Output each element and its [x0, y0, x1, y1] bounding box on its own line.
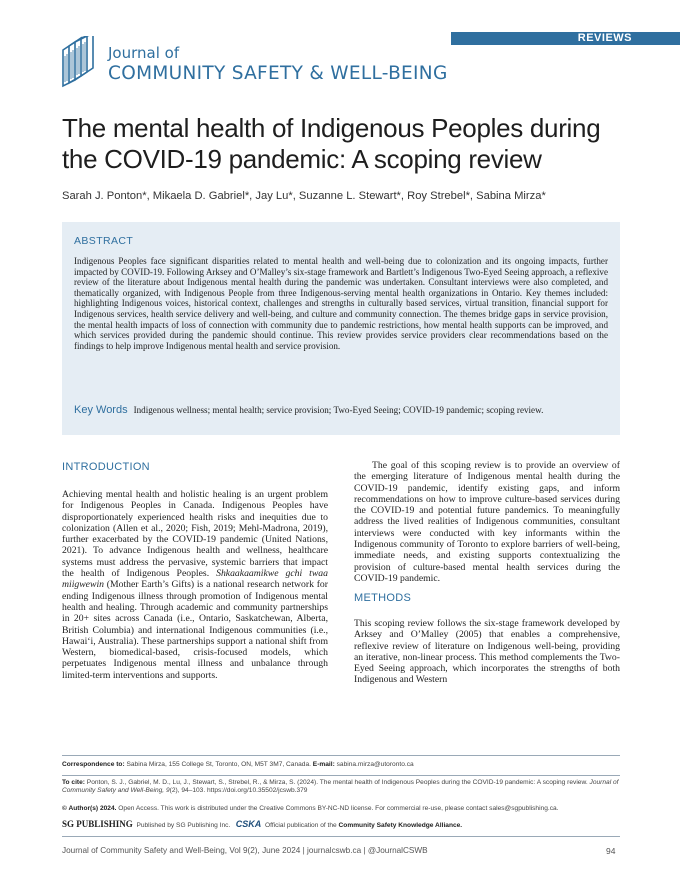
sg-publishing-logo: SG PUBLISHING — [62, 819, 133, 829]
intro-network-name: Shkaakaamikwe gchi twaa miigwewin — [62, 568, 328, 591]
footnote-divider-2 — [62, 775, 620, 776]
keywords-label: Key Words — [74, 404, 128, 416]
footnote-divider — [62, 755, 620, 756]
publisher-note — [62, 820, 622, 830]
journal-title-line1: Journal of — [108, 44, 180, 62]
email-link[interactable]: sabina.mirza@utoronto.ca — [334, 761, 414, 768]
correspondence-note — [62, 761, 622, 769]
keywords-line — [74, 405, 614, 416]
intro-text-part1: Achieving mental health and holistic healing is an urgent problem for Indigenous Peoples in Canada. Indigenous Peoples have disproportionately experienced health risks and inequities due to colonization (Allen et al., 2020; Fish, 2019; Mehl-Madrona, 2019), further exacerbated by the COVID-19 pandemic (United Nations, 2021). To advance Indigenous health and wellness, healthcare systems must address the pervasive, systemic barriers that impact the health of Indigenous Peoples. — [62, 489, 328, 580]
citation-note — [62, 779, 622, 795]
abstract-text: Indigenous Peoples face significant disparities related to mental health and well-being due to colonization and its ongoing impacts, further impacted by COVID-19. Following Arksey and O’Malley’s six-stage framework and Bartlett’s Indigenous Two-Eyed Seeing approach, a reflexive review of the literature about Indigenous mental health during the pandemic was undertaken. Consultant interviews were also completed, and thematically organized, with Indigenous People from three Indigenous-serving mental health organizations in Ontario. Key themes included: highlighting Indigenous voices, historical context, challenges and strengths in culturally based services, virtual transition, financial support for Indigenous services, health service delivery and well-being, and culture and community connection. The themes bridge gaps in service provision, the mental health impacts of loss of connection with community due to pandemic restrictions, how mental health supports can be improved, and which services provided during the pandemic should continue. This review provides service providers clear recommendations based on the findings to help improve Indigenous mental health and service provision. — [74, 256, 608, 351]
cska-name: Community Safety Knowledge Alliance. — [338, 822, 463, 829]
copyright-label: © Author(s) 2024. — [62, 805, 117, 812]
journal-footer: Journal of Community Safety and Well-Being, Vol 9(2), June 2024 | journalcswb.ca | @JournalCSWB — [62, 846, 428, 855]
footer-divider — [62, 836, 620, 837]
article-title: The mental health of Indigenous Peoples during the COVID-19 pandemic: A scoping review — [62, 113, 601, 174]
introduction-heading: INTRODUCTION — [62, 461, 150, 473]
methods-heading: METHODS — [354, 592, 412, 604]
copyright-text: Open Access. This work is distributed under the Creative Commons BY-NC-ND license. For commercial re-use, please contact sales@sgpublishing.ca. — [116, 805, 559, 812]
cska-logo: CSKA — [235, 819, 262, 829]
cite-doi[interactable]: (2), 94–103. https://doi.org/10.35502/jcswb.379 — [169, 787, 308, 795]
section-tab — [451, 32, 680, 45]
publisher-text: Published by SG Publishing Inc. — [136, 822, 231, 829]
journal-logo-icon — [61, 36, 103, 88]
correspondence-text: Sabina Mirza, 155 College St, Toronto, ON, M5T 3M7, Canada. — [124, 761, 313, 768]
goal-paragraph: The goal of this scoping review is to provide an overview of the emerging literature of Indigenous mental health during the COVID-19 pandemic, identify existing gaps, and inform recommendations on how to improve culture-based services during the COVID-19 and potential future pandemics. To meaningfully address the lived realities of Indigenous communities, consultant interviews were conducted with key informants within the Indigenous community of Toronto to explore barriers of well-being, immediate needs, and existing supports contextualizing the provision of culture-based mental health services during the COVID-19 pandemic. — [354, 460, 620, 584]
page-number: 94 — [606, 846, 616, 856]
cite-journal: Journal of Community Safety and Well-Being, 9 — [62, 779, 619, 795]
keywords-text: Indigenous wellness; mental health; service provision; Two-Eyed Seeing; COVID-19 pandemic; scoping review. — [133, 405, 544, 415]
methods-paragraph: This scoping review follows the six-stage framework developed by Arksey and O’Malley (2005) that enables a comprehensive, reflexive review of literature on Indigenous well-being, providing an iterative, non-linear process. This method complements the Two-Eyed Seeing approach, which incorporates the strengths of both Indigenous and Western — [354, 618, 620, 686]
abstract-box — [62, 222, 620, 435]
cite-label: To cite: — [62, 779, 85, 786]
cska-text: Official publication of the — [264, 822, 339, 829]
intro-text-part2: (Mother Earth’s Gifts) is a national research network for ending Indigenous illness through promotion of Indigenous mental health and healing. Through academic and community partnerships in 20+ sites across Canada (i.e., Ontario, Saskatchewan, Alberta, British Columbia) and international Indigenous communities (i.e., Hawai‘i, Australia). These partnerships support a national shift from Western, biomedical-based, crisis-focused models, which perpetuates Indigenous mental illness and unbalance through limited-term interventions and supports. — [62, 579, 328, 681]
article-authors: Sarah J. Ponton*, Mikaela D. Gabriel*, Jay Lu*, Suzanne L. Stewart*, Roy Strebel*, Sabina Mirza* — [62, 190, 546, 202]
cite-text: Ponton, S. J., Gabriel, M. D., Lu, J., Stewart, S., Strebel, R., & Mirza, S. (2024). The mental health of Indigenous Peoples during the COVID-19 pandemic: A scoping review. — [84, 779, 590, 786]
journal-title-line2: COMMUNITY SAFETY & WELL-BEING — [108, 63, 448, 84]
correspondence-label: Correspondence to: — [62, 761, 125, 768]
right-column — [354, 460, 620, 584]
abstract-heading: ABSTRACT — [74, 235, 134, 247]
section-tab-label: REVIEWS — [577, 32, 632, 44]
introduction-paragraph — [62, 489, 328, 681]
email-label: E-mail: — [312, 761, 335, 768]
copyright-note — [62, 805, 622, 813]
